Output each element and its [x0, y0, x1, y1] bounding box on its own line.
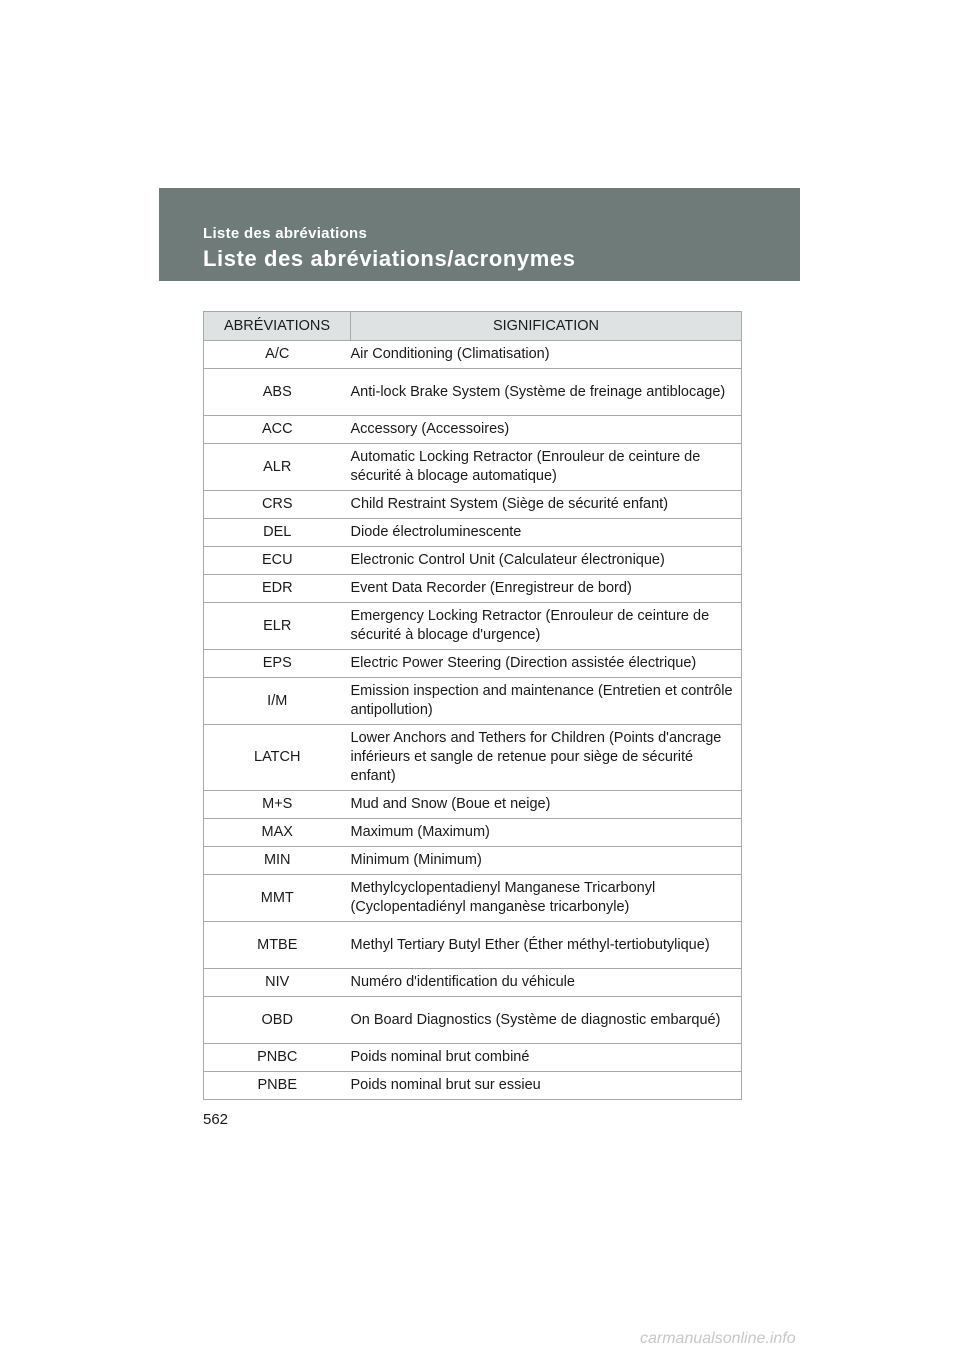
meaning-cell: Emergency Locking Retractor (Enrouleur de ceinture de sécurité à blocage d'urgence) [351, 603, 742, 650]
abbreviation-cell: MMT [204, 875, 351, 922]
abbreviations-table [203, 311, 742, 1100]
meaning-cell: Poids nominal brut sur essieu [351, 1072, 742, 1100]
table-row [204, 969, 742, 997]
page-number: 562 [203, 1111, 229, 1128]
column-header-abbreviations: ABRÉVIATIONS [204, 312, 351, 341]
abbreviation-cell: I/M [204, 678, 351, 725]
page-title: Liste des abréviations/acronymes [203, 246, 576, 271]
abbreviation-cell: DEL [204, 519, 351, 547]
abbreviation-cell: EPS [204, 650, 351, 678]
table-row [204, 791, 742, 819]
watermark-text: carmanualsonline.info [640, 1330, 796, 1347]
abbreviation-cell: PNBE [204, 1072, 351, 1100]
meaning-cell: Emission inspection and maintenance (Entretien et contrôle antipollution) [351, 678, 742, 725]
table-row [204, 922, 742, 969]
table-header-row [204, 312, 742, 341]
abbreviation-cell: A/C [204, 341, 351, 369]
table-row [204, 725, 742, 791]
table-row [204, 1072, 742, 1100]
meaning-cell: Air Conditioning (Climatisation) [351, 341, 742, 369]
abbreviation-cell: MIN [204, 847, 351, 875]
meaning-cell: Child Restraint System (Siège de sécurité enfant) [351, 491, 742, 519]
table-row [204, 444, 742, 491]
table-row [204, 575, 742, 603]
meaning-cell: Lower Anchors and Tethers for Children (Points d'ancrage inférieurs et sangle de retenue pour siège de sécurité enfant) [351, 725, 742, 791]
abbreviation-cell: MTBE [204, 922, 351, 969]
meaning-cell: Maximum (Maximum) [351, 819, 742, 847]
abbreviation-cell: CRS [204, 491, 351, 519]
table-row [204, 650, 742, 678]
meaning-cell: Numéro d'identification du véhicule [351, 969, 742, 997]
table-row [204, 341, 742, 369]
meaning-cell: Electronic Control Unit (Calculateur électronique) [351, 547, 742, 575]
meaning-cell: Automatic Locking Retractor (Enrouleur de ceinture de sécurité à blocage automatique) [351, 444, 742, 491]
abbreviation-cell: MAX [204, 819, 351, 847]
abbreviation-cell: ELR [204, 603, 351, 650]
table-row [204, 678, 742, 725]
column-header-signification: SIGNIFICATION [351, 312, 742, 341]
table-row [204, 997, 742, 1044]
abbreviation-cell: EDR [204, 575, 351, 603]
meaning-cell: On Board Diagnostics (Système de diagnostic embarqué) [351, 997, 742, 1044]
section-header-band [159, 188, 800, 281]
meaning-cell: Minimum (Minimum) [351, 847, 742, 875]
abbreviation-cell: LATCH [204, 725, 351, 791]
meaning-cell: Electric Power Steering (Direction assistée électrique) [351, 650, 742, 678]
abbreviation-cell: ABS [204, 369, 351, 416]
meaning-cell: Diode électroluminescente [351, 519, 742, 547]
abbreviation-cell: ALR [204, 444, 351, 491]
meaning-cell: Methyl Tertiary Butyl Ether (Éther méthyl-tertiobutylique) [351, 922, 742, 969]
table-row [204, 416, 742, 444]
table-row [204, 875, 742, 922]
table-row [204, 1044, 742, 1072]
abbreviation-cell: ACC [204, 416, 351, 444]
meaning-cell: Accessory (Accessoires) [351, 416, 742, 444]
meaning-cell: Anti-lock Brake System (Système de freinage antiblocage) [351, 369, 742, 416]
table-row [204, 547, 742, 575]
abbreviation-cell: NIV [204, 969, 351, 997]
abbreviation-cell: OBD [204, 997, 351, 1044]
meaning-cell: Methylcyclopentadienyl Manganese Tricarbonyl (Cyclopentadiényl manganèse tricarbonyle) [351, 875, 742, 922]
table-row [204, 847, 742, 875]
section-label: Liste des abréviations [203, 225, 368, 242]
meaning-cell: Event Data Recorder (Enregistreur de bord) [351, 575, 742, 603]
table-row [204, 519, 742, 547]
abbreviation-cell: M+S [204, 791, 351, 819]
table-row [204, 491, 742, 519]
abbreviation-cell: ECU [204, 547, 351, 575]
meaning-cell: Poids nominal brut combiné [351, 1044, 742, 1072]
abbreviation-cell: PNBC [204, 1044, 351, 1072]
table-row [204, 603, 742, 650]
meaning-cell: Mud and Snow (Boue et neige) [351, 791, 742, 819]
table-row [204, 369, 742, 416]
table-row [204, 819, 742, 847]
